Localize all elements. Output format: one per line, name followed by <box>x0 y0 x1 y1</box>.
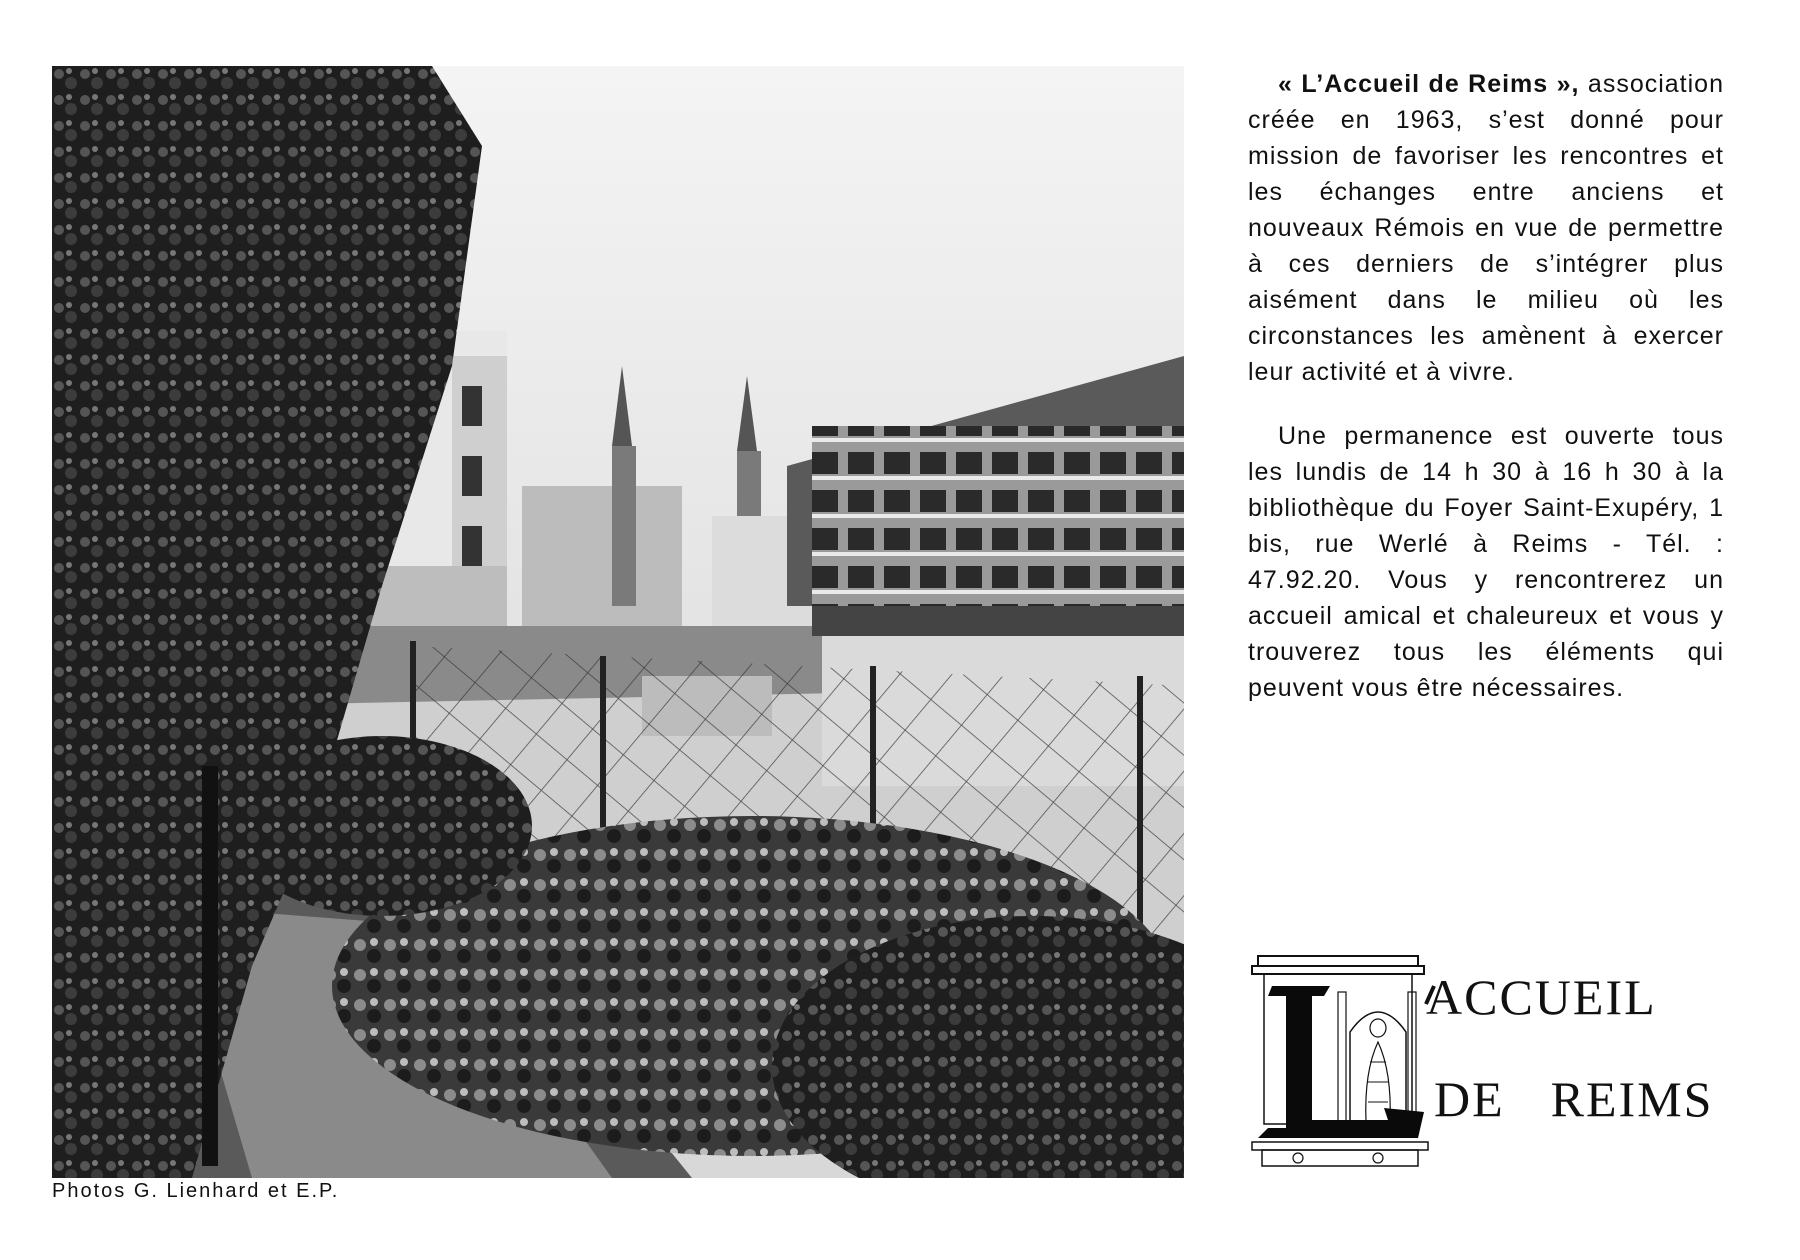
photo-scene <box>52 66 1184 1178</box>
logo-word-accueil: ACCUEIL <box>1426 969 1657 1025</box>
logo-word-de: DE <box>1434 1071 1505 1127</box>
article-text <box>1248 66 1724 706</box>
paragraph-1-body: association créée en 1963, s’est donné pour mission de favoriser les rencontres et les échanges entre anciens et nouveaux Rémois en vue de permettre à ces derniers de s’intégrer plus aisément dans le milieu où les circonstances les amènent à exercer leur activité et à vivre. <box>1248 70 1724 386</box>
logo-word-reims: REIMS <box>1550 1071 1714 1127</box>
logo-word-de-reims <box>1434 1070 1713 1128</box>
article-paragraph-2: Une permanence est ouverte tous les lundis de 14 h 30 à 16 h 30 à la bibliothèque du Foyer Saint-Exupéry, 1 bis, rue Werlé à Reims - Tél. : 47.92.20. Vous y rencontrerez un accueil amical et chaleureux et vous y trouverez tous les éléments qui peuvent vous être nécessaires. <box>1248 422 1724 702</box>
photograph <box>52 66 1184 1178</box>
association-name: « L’Accueil de Reims », <box>1278 70 1580 98</box>
photo-credit: Photos G. Lienhard et E.P. <box>52 1180 340 1202</box>
ornate-l-emblem-icon <box>1238 952 1438 1172</box>
accueil-de-reims-logo <box>1238 952 1738 1182</box>
article-paragraph-1 <box>1248 66 1724 390</box>
